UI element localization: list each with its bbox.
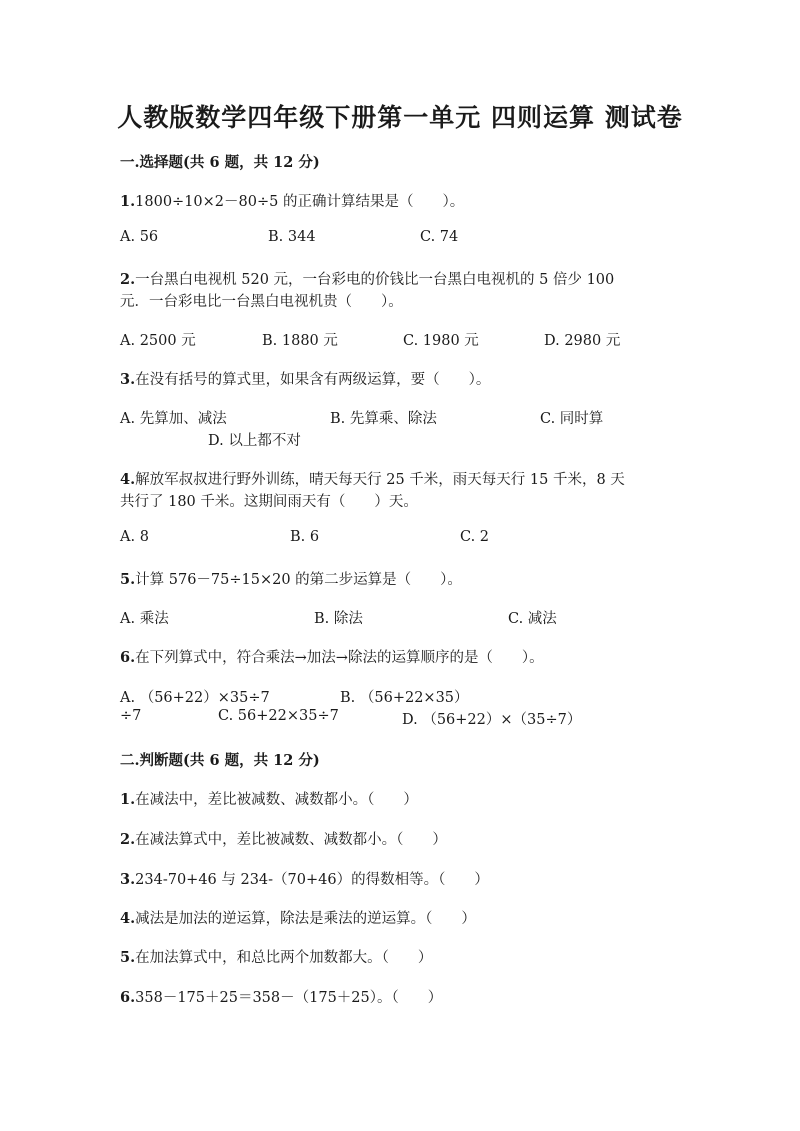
option-b: B. 344	[268, 229, 316, 245]
question-2-line-2: 元．一台彩电比一台黑白电视机贵（ ）。	[120, 294, 403, 310]
question-number: 3.	[120, 371, 136, 388]
option-b: B. （56+22×35）	[340, 690, 469, 706]
question-text: 358－175＋25＝358－（175＋25）。（ ）	[135, 990, 443, 1006]
question-number: 6.	[120, 989, 136, 1006]
option-c: C. 1980 元	[403, 333, 479, 349]
question-text: 在没有括号的算式里，如果含有两级运算，要（ ）。	[135, 372, 491, 388]
judgment-5	[120, 946, 432, 967]
question-1	[120, 190, 464, 211]
section-heading-judgment: 二.判断题(共 6 题，共 12 分)	[120, 752, 320, 769]
judgment-3	[120, 868, 489, 889]
section-heading-choice: 一.选择题(共 6 题，共 12 分)	[120, 154, 320, 171]
question-text: 在减法中，差比被减数、减数都小。（ ）	[135, 792, 418, 808]
question-number: 1.	[120, 193, 136, 210]
question-text: 在减法算式中，差比被减数、减数都小。（ ）	[135, 832, 447, 848]
judgment-4	[120, 907, 476, 928]
option-c: C. 74	[420, 229, 459, 245]
question-text: 在下列算式中，符合乘法→加法→除法的运算顺序的是（ ）。	[135, 650, 544, 666]
option-a: A. 先算加、减法	[120, 411, 227, 427]
question-number: 6.	[120, 649, 136, 666]
option-c: C. 减法	[508, 611, 557, 627]
judgment-6	[120, 986, 442, 1007]
option-b: B. 除法	[314, 611, 363, 627]
question-text: 1800÷10×2－80÷5 的正确计算结果是（ ）。	[135, 194, 465, 210]
judgment-2	[120, 828, 447, 849]
question-number: 5.	[120, 949, 136, 966]
option-c: C. 56+22×35÷7	[218, 708, 339, 724]
question-text: 一台黑白电视机 520 元，一台彩电的价钱比一台黑白电视机的 5 倍少 100	[135, 272, 615, 288]
question-3	[120, 368, 490, 389]
judgment-1	[120, 788, 418, 809]
option-b: B. 1880 元	[262, 333, 338, 349]
question-number: 3.	[120, 871, 136, 888]
question-number: 4.	[120, 471, 136, 488]
question-text: 减法是加法的逆运算，除法是乘法的逆运算。（ ）	[135, 911, 476, 927]
option-a: A. 2500 元	[120, 333, 196, 349]
option-b: B. 6	[290, 529, 320, 545]
question-number: 4.	[120, 910, 136, 927]
option-a: A. 乘法	[120, 611, 169, 627]
option-d: D. 2980 元	[544, 333, 621, 349]
question-text: 解放军叔叔进行野外训练，晴天每天行 25 千米，雨天每天行 15 千米，8 天	[135, 472, 625, 488]
option-d: D. （56+22）×（35÷7）	[402, 712, 582, 728]
question-4	[120, 468, 625, 489]
option-c: C. 2	[460, 529, 490, 545]
question-text: 234-70+46 与 234-（70+46）的得数相等。（ ）	[135, 872, 489, 888]
question-number: 5.	[120, 571, 136, 588]
option-b-continued: ÷7	[120, 708, 142, 724]
question-text: 在加法算式中，和总比两个加数都大。（ ）	[135, 950, 433, 966]
question-number: 1.	[120, 791, 136, 808]
question-2	[120, 268, 614, 289]
option-d: D. 以上都不对	[208, 433, 301, 449]
option-c: C. 同时算	[540, 411, 604, 427]
page-title: 人教版数学四年级下册第一单元 四则运算 测试卷	[117, 103, 683, 132]
option-a: A. 56	[120, 229, 159, 245]
question-6	[120, 646, 544, 667]
option-a: A. （56+22）×35÷7	[120, 690, 270, 706]
question-number: 2.	[120, 271, 136, 288]
question-text: 计算 576－75÷15×20 的第二步运算是（ ）。	[135, 572, 462, 588]
question-4-line-2: 共行了 180 千米。这期间雨天有（ ）天。	[120, 494, 418, 510]
option-b: B. 先算乘、除法	[330, 411, 437, 427]
question-5	[120, 568, 462, 589]
question-number: 2.	[120, 831, 136, 848]
option-a: A. 8	[120, 529, 149, 545]
